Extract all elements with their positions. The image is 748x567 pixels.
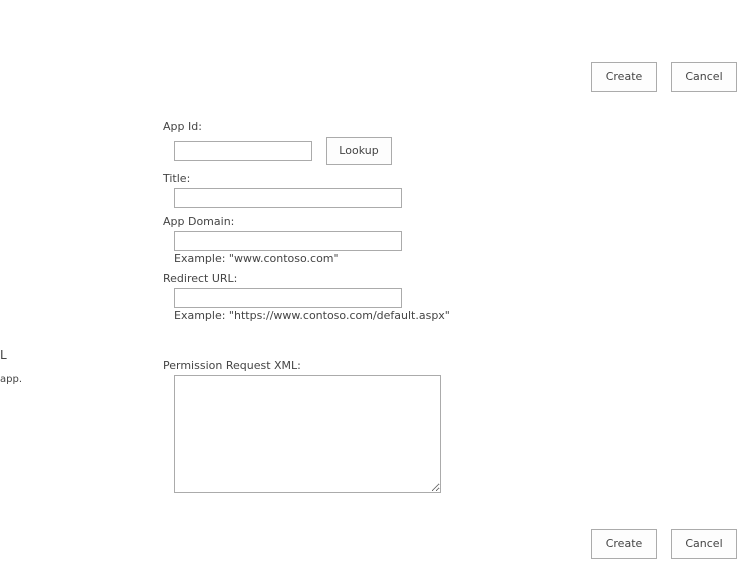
permission-xml-textarea[interactable] xyxy=(174,375,441,493)
redirect-url-label: Redirect URL: xyxy=(163,272,238,285)
section-description-fragment: app. xyxy=(0,374,23,385)
lookup-button[interactable]: Lookup xyxy=(326,137,392,165)
title-label: Title: xyxy=(163,172,191,185)
create-button-bottom[interactable]: Create xyxy=(591,529,657,559)
app-id-label: App Id: xyxy=(163,120,202,133)
cancel-button-bottom[interactable]: Cancel xyxy=(671,529,737,559)
redirect-url-example: Example: "https://www.contoso.com/default.aspx" xyxy=(174,309,450,322)
section-heading-fragment: L xyxy=(0,348,7,362)
app-domain-input[interactable] xyxy=(174,231,402,251)
permission-xml-label: Permission Request XML: xyxy=(163,359,301,372)
app-id-input[interactable] xyxy=(174,141,312,161)
create-button-top[interactable]: Create xyxy=(591,62,657,92)
app-domain-example: Example: "www.contoso.com" xyxy=(174,252,339,265)
redirect-url-input[interactable] xyxy=(174,288,402,308)
app-domain-label: App Domain: xyxy=(163,215,235,228)
title-input[interactable] xyxy=(174,188,402,208)
cancel-button-top[interactable]: Cancel xyxy=(671,62,737,92)
